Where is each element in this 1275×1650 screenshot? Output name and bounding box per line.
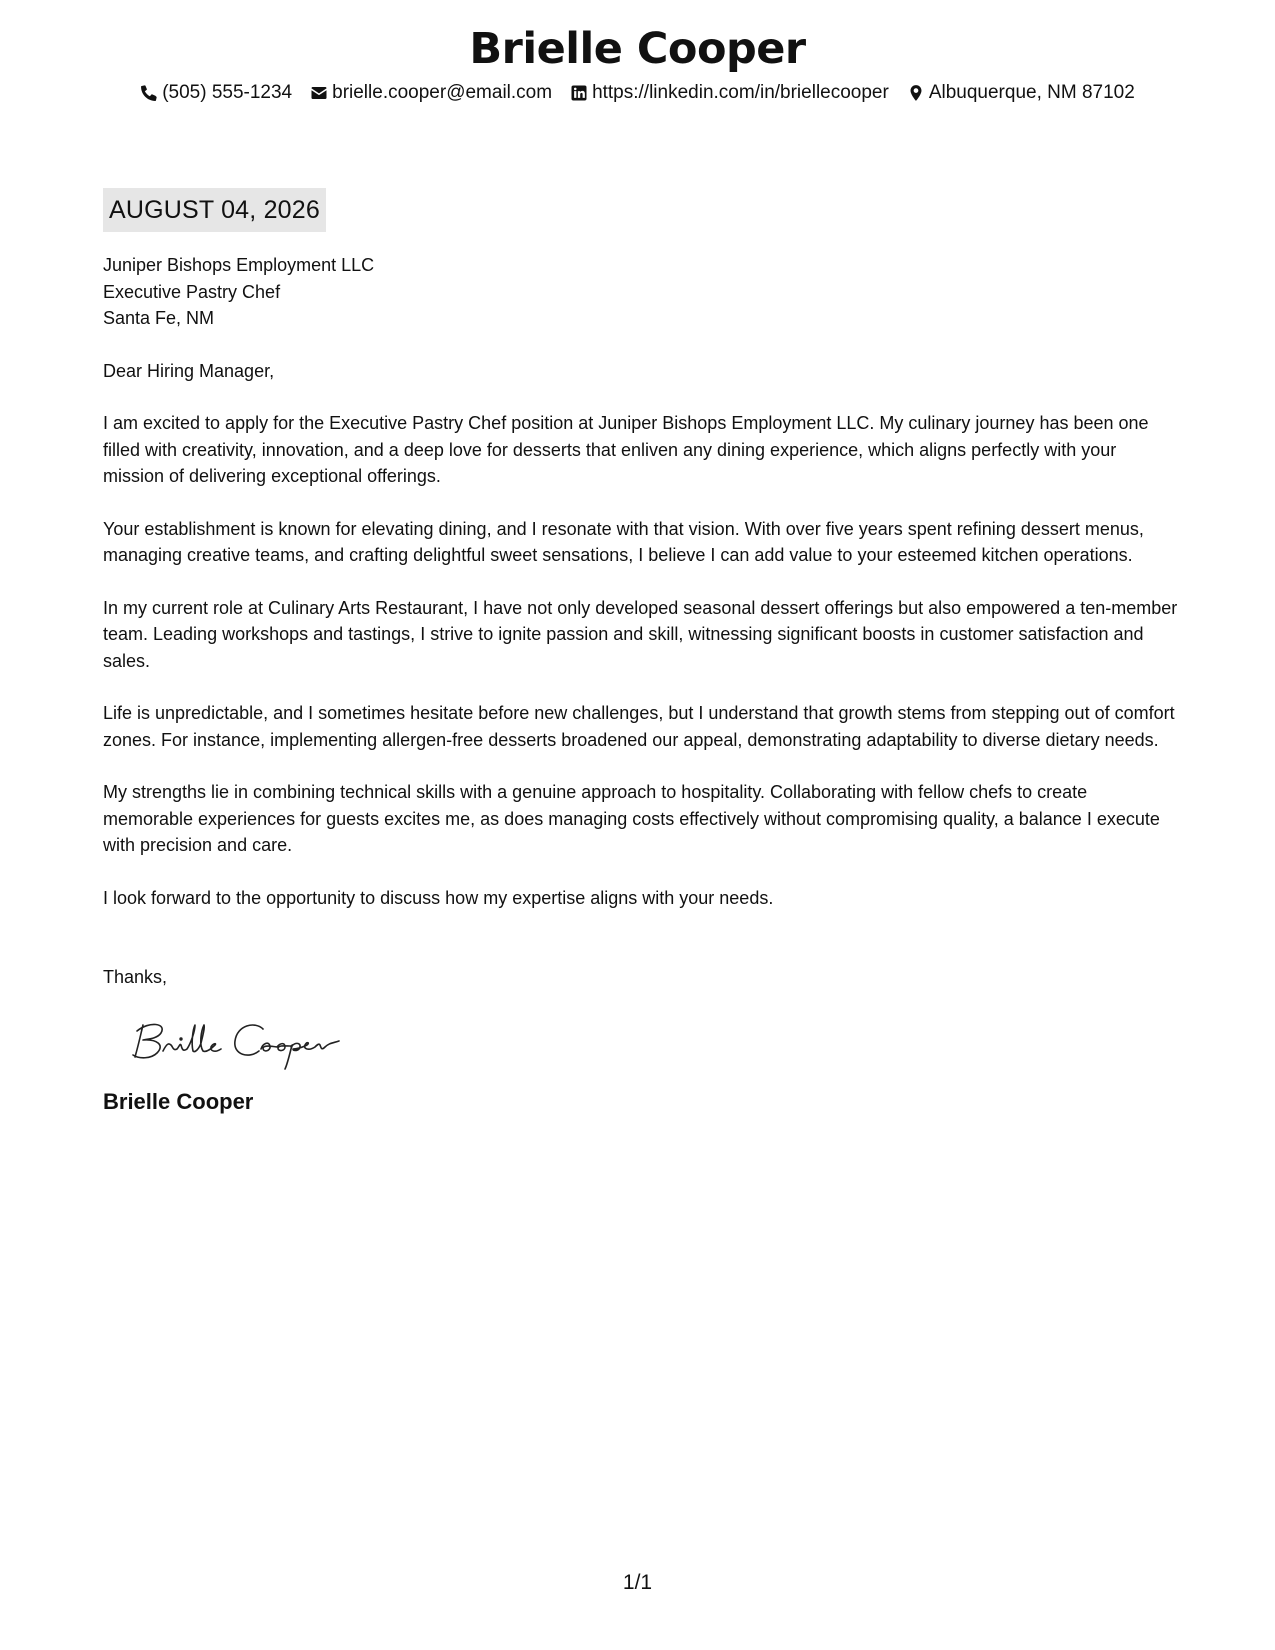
body-paragraph: I am excited to apply for the Executive Pastry Chef position at Juniper Bishops Employment LLC. My culinary journey has been one filled with creativity, innovation, and a deep love for desserts that enliven any dining experience, which aligns perfectly with your mission of delivering exceptional offerings.	[103, 413, 1149, 486]
letter-header	[0, 22, 1275, 106]
recipient-block	[103, 252, 1178, 332]
email-text[interactable]: brielle.cooper@email.com	[332, 82, 553, 103]
contact-phone	[140, 80, 292, 106]
envelope-icon	[310, 84, 328, 102]
contact-location	[907, 80, 1135, 106]
letter-body	[103, 188, 1178, 1117]
contact-info	[0, 80, 1275, 106]
contact-email[interactable]	[310, 80, 552, 106]
page-number: 1/1	[622, 1571, 653, 1594]
recipient-position: Executive Pastry Chef	[103, 281, 281, 302]
phone-icon	[140, 84, 158, 102]
body-paragraph: I look forward to the opportunity to discuss how my expertise aligns with your needs.	[103, 887, 774, 908]
location-text: Albuquerque, NM 87102	[928, 82, 1135, 103]
body-paragraph: My strengths lie in combining technical skills with a genuine approach to hospitality. Collaborating with fellow chefs to create memorable experiences for guests excites me, as does managing costs effectively without compromising quality, a balance I execute with precision and care.	[103, 782, 1160, 855]
phone-text: (505) 555-1234	[162, 82, 293, 103]
linkedin-text[interactable]: https://linkedin.com/in/briellecooper	[592, 82, 889, 103]
recipient-company: Juniper Bishops Employment LLC	[103, 255, 375, 275]
contact-linkedin[interactable]	[570, 80, 889, 106]
body-paragraph: In my current role at Culinary Arts Restaurant, I have not only developed seasonal dessert offerings but also empowered a ten-member team. Leading workshops and tastings, I strive to ignite passion and skill, witnessing significant boosts in customer satisfaction and sales.	[103, 597, 1178, 671]
salutation: Dear Hiring Manager,	[103, 360, 275, 381]
recipient-location: Santa Fe, NM	[103, 308, 215, 328]
map-marker-icon	[907, 84, 925, 102]
closing: Thanks,	[103, 967, 168, 987]
signer-name: Brielle Cooper	[103, 1088, 254, 1114]
body-paragraph: Life is unpredictable, and I sometimes hesitate before new challenges, but I understand that growth stems from stepping out of comfort zones. For instance, implementing allergen-free desserts broadened our appeal, demonstrating adaptability to diverse dietary needs.	[103, 703, 1175, 750]
applicant-name: Brielle Cooper	[469, 24, 806, 74]
body-paragraph: Your establishment is known for elevating dining, and I resonate with that vision. With over five years spent refining dessert menus, managing creative teams, and crafting delightful sweet sensations, I believe I can add value to your esteemed kitchen operations.	[103, 518, 1144, 565]
linkedin-icon	[570, 84, 588, 102]
handwritten-signature	[127, 1013, 357, 1073]
letter-date: AUGUST 04, 2026	[103, 188, 326, 232]
